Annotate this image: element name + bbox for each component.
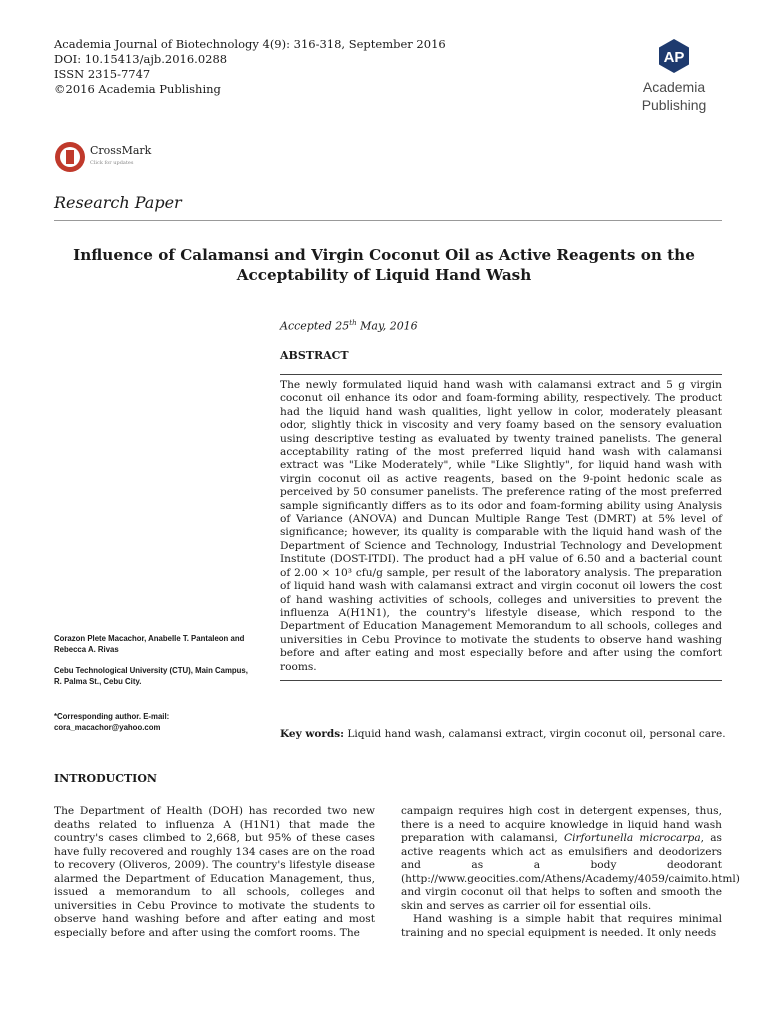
keywords-label: Key words:: [280, 728, 345, 740]
author-block: [54, 633, 254, 697]
academia-publishing-logo-icon: [656, 38, 692, 74]
intro-text-b: , as active reagents which act as emulsifiers and deodorizers and as a body deodorant (http://www.geocities.com/Athens/Academy/4059/caimito.html) and virgin coconut oil that helps to soften and smooth the skin and serves as carrier oil for essential oils.: [401, 832, 740, 912]
publisher-name-line1: Academia: [642, 79, 706, 95]
crossmark-label: CrossMark: [90, 144, 152, 157]
author-affiliation: Cebu Technological University (CTU), Main Campus, R. Palma St., Cebu City.: [54, 666, 248, 686]
publisher-name-line2: Publishing: [641, 97, 707, 113]
species-name: Cirfortunella microcarpa: [564, 832, 701, 844]
journal-copyright: ©2016 Academia Publishing: [54, 82, 221, 96]
crossmark-badge[interactable]: [54, 141, 151, 173]
intro-text-a: campaign requires high cost in detergent expenses, thus, there is a need to acquire knowledge in liquid hand wash preparation with calamansi,: [401, 805, 722, 844]
intro-paragraph-2: Hand washing is a simple habit that requires minimal training and no special equipment is needed. It only needs: [401, 913, 722, 939]
intro-left-column: [54, 805, 375, 940]
intro-right-column: [401, 805, 740, 940]
journal-meta: [54, 37, 446, 97]
intro-paragraph-1: The Department of Health (DOH) has recorded two new deaths related to influenza A (H1N1) that made the country's cases climbed to 2,668, but 95% of these cases have fully recovered and roughly 134 cases are on the road to recovery (Oliveros, 2009). The country's lifestyle disease alarmed the Department of Education Management, thus, issued a memorandum to all schools, colleges and universities in Cebu Province to motivate the students to observe hand washing before and after eating and most especially before and after using the comfort rooms. The: [54, 805, 375, 939]
abstract-text: The newly formulated liquid hand wash with calamansi extract and 5 g virgin coconut oil enhance its odor and foam-forming ability, respectively. The product had the liquid hand wash qualities, light yellow in color, moderately pleasant odor, slightly thick in viscosity and very foamy based on the sensory evaluation using descriptive testing as evaluated by twenty trained panelists. The general acceptability rating of the most preferred liquid hand wash with calamansi extract was "Like Moderately", while "Like Slightly", for liquid hand wash with virgin coconut oil as active reagents, based on the 9-point hedonic scale as perceived by 50 consumer panelists. The preference rating of the most preferred sample significantly differs as to its odor and foam-forming ability using Analysis of Variance (ANOVA) and Duncan Multiple Range Test (DMRT) at 5% level of significance; however, its quality is comparable with the liquid hand wash of the Department of Science and Technology, Industrial Technology and Development Institute (DOST-ITDI). The product had a pH value of 6.50 and a bacterial count of 2.00 × 10³ cfu/g sample, per result of the laboratory analysis. The preparation of liquid hand wash with calamansi extract and virgin coconut oil lowers the cost of hand washing activities of schools, colleges and universities to prevent the influenza A(H1N1), the country's lifestyle disease, which respond to the Department of Education Management Memorandum to all schools, colleges and universities in Cebu Province to motivate the students to observe hand washing before and after eating and most especially before and after using the comfort rooms.: [280, 379, 722, 673]
journal-citation: Academia Journal of Biotechnology 4(9): 316-318, September 2016: [54, 37, 446, 51]
introduction-heading: INTRODUCTION: [54, 772, 157, 785]
paper-title: Influence of Calamansi and Virgin Coconut Oil as Active Reagents on the Acceptability of Liquid Hand Wash: [73, 246, 695, 284]
journal-issn: ISSN 2315-7747: [54, 67, 151, 81]
crossmark-icon: [54, 141, 86, 173]
header-divider: [54, 220, 722, 221]
keywords-list: Liquid hand wash, calamansi extract, virgin coconut oil, personal care.: [344, 728, 726, 740]
accepted-date: Accepted 25th May, 2016: [280, 319, 418, 333]
corresponding-author: *Corresponding author. E-mail: cora_macachor@yahoo.com: [54, 712, 170, 732]
abstract-heading: ABSTRACT: [280, 349, 349, 362]
publisher-logo[interactable]: [626, 38, 722, 114]
author-names: Corazon Plete Macachor, Anabelle T. Pantaleon and Rebecca A. Rivas: [54, 634, 245, 654]
logo-letters: AP: [663, 49, 685, 66]
abstract-box: [280, 374, 722, 681]
intro-paragraph-continued: [401, 805, 740, 913]
crossmark-sub: Click for updates: [90, 160, 134, 166]
keywords: [280, 728, 726, 740]
journal-doi[interactable]: DOI: 10.15413/ajb.2016.0288: [54, 52, 228, 66]
paper-type: Research Paper: [54, 193, 182, 212]
